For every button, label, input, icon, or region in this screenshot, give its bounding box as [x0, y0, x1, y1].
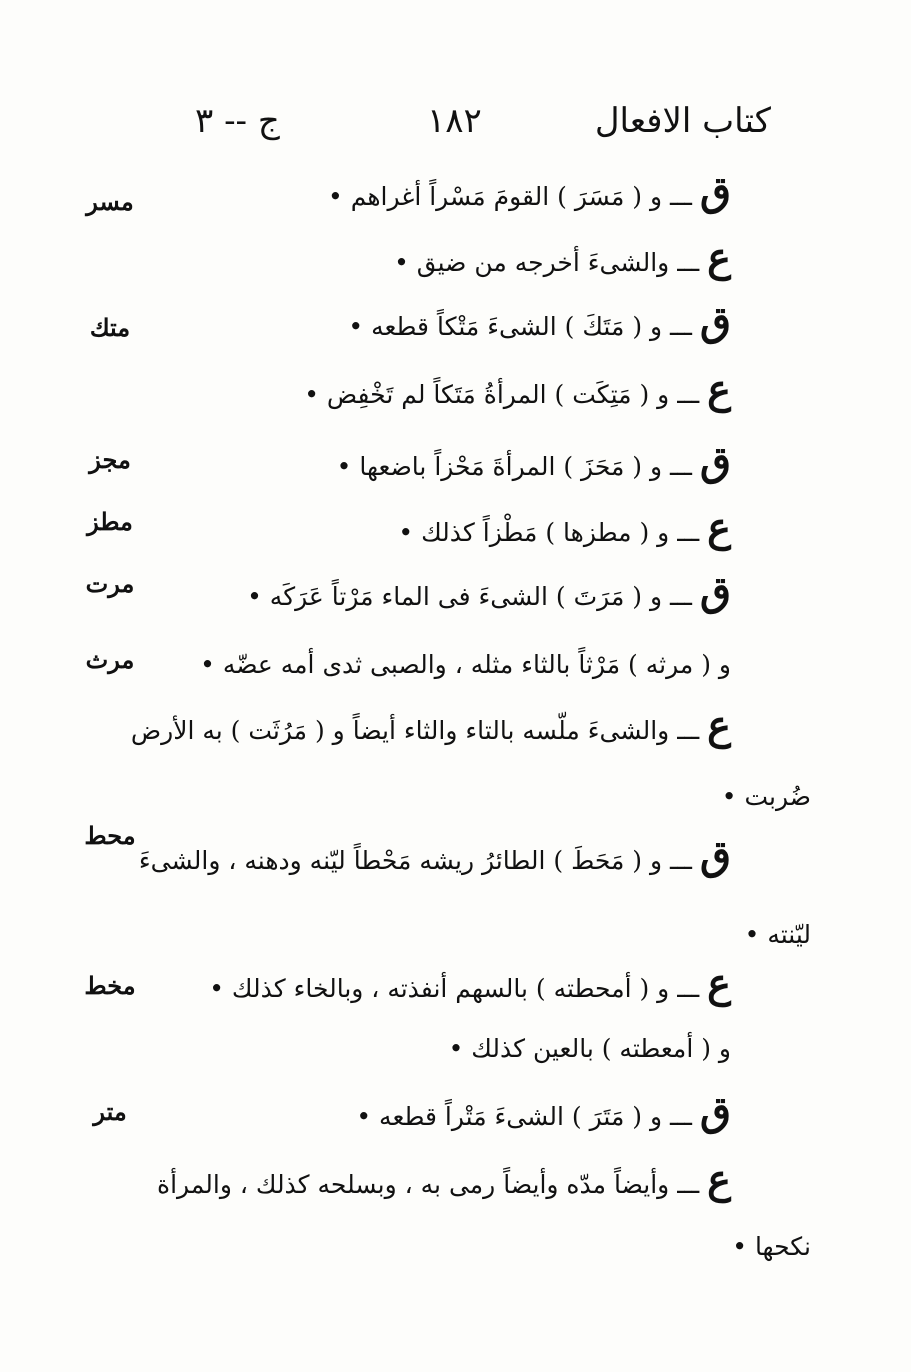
line-text: ـــ وأيضاً مدّه وأيضاً رمى به ، وبسلحه كذلك ، والمرأة: [156, 1170, 708, 1199]
text-line: [328, 170, 731, 214]
line-marker: ق: [699, 168, 731, 215]
text-line: [247, 570, 731, 614]
line-marker: ق: [699, 438, 731, 485]
text-line: [732, 1220, 811, 1264]
text-line: [304, 368, 731, 412]
line-marker: ع: [707, 504, 731, 551]
page-header: [0, 96, 911, 146]
line-marker: ع: [707, 702, 731, 749]
line-marker: ق: [699, 298, 731, 345]
margin-root: مخط: [84, 971, 136, 1000]
line-text: ـــ و ( مَسَرَ ) القومَ مَسْراً أغراهم •: [328, 182, 700, 211]
volume-label: ج -- ٣: [195, 101, 280, 141]
text-line: [722, 770, 811, 814]
line-text: ـــ و ( مَرَتَ ) الشىءَ فى الماء مَرْتاً عَرَكَه •: [247, 582, 700, 611]
text-line: [356, 1090, 731, 1134]
line-text: ـــ والشىءَ ملّسه بالتاء والثاء أيضاً و ( مَرُثَت ) به الأرض: [130, 716, 708, 745]
line-text: ـــ و ( مَتَكَ ) الشىءَ مَتْكاً قطعه •: [348, 312, 700, 341]
line-text: ـــ و ( مطزها ) مَطْزاً كذلك •: [398, 518, 708, 547]
line-text: و ( أمعطته ) بالعين كذلك •: [448, 1034, 731, 1063]
line-text: ليّنته •: [744, 920, 811, 949]
text-line: [131, 704, 731, 748]
margin-root: مطز: [87, 507, 133, 536]
margin-root: محط: [84, 821, 136, 850]
margin-root: مرت: [85, 569, 135, 598]
margin-root: مرث: [85, 645, 135, 674]
text-line: [139, 834, 731, 878]
margin-root: متك: [89, 313, 131, 342]
margin-root: متر: [93, 1097, 127, 1126]
line-marker: ع: [707, 960, 731, 1007]
line-marker: ع: [707, 234, 731, 281]
margin-root: مسر: [86, 187, 134, 216]
page-number: ١٨٢: [427, 101, 482, 141]
line-text: و ( مرثه ) مَرْثاً بالثاء مثله ، والصبى ثدى أمه عضّه •: [200, 650, 731, 679]
text-line: [209, 962, 731, 1006]
line-marker: ق: [699, 1088, 731, 1135]
line-text: ـــ و ( مَحَطَ ) الطائرُ ريشه مَحْطاً ليّنه ودهنه ، والشىءَ: [138, 846, 700, 875]
text-line: [337, 440, 731, 484]
text-line: [449, 1022, 731, 1066]
book-title: كتاب الافعال: [594, 101, 771, 141]
line-marker: ق: [699, 832, 731, 879]
line-text: ضُربت •: [721, 782, 811, 811]
line-text: نكحها •: [732, 1232, 811, 1261]
text-line: [348, 300, 731, 344]
text-line: [200, 638, 731, 682]
line-marker: ق: [699, 568, 731, 615]
line-text: ـــ و ( أمحطته ) بالسهم أنفذته ، وبالخاء كذلك •: [209, 974, 708, 1003]
margin-root: مجز: [89, 445, 131, 474]
line-text: ـــ والشىءَ أخرجه من ضيق •: [394, 248, 708, 277]
text-line: [394, 236, 731, 280]
line-text: ـــ و ( مَتِكَت ) المرأةُ مَتَكاً لم تَخْفِض •: [304, 380, 708, 409]
line-marker: ع: [707, 366, 731, 413]
line-text: ـــ و ( مَحَزَ ) المرأةَ مَحْزاً باضعها •: [336, 452, 700, 481]
text-line: [157, 1158, 731, 1202]
line-marker: ع: [707, 1156, 731, 1203]
text-line: [745, 908, 811, 952]
text-line: [398, 506, 731, 550]
line-text: ـــ و ( مَتَرَ ) الشىءَ مَتْراً قطعه •: [356, 1102, 700, 1131]
